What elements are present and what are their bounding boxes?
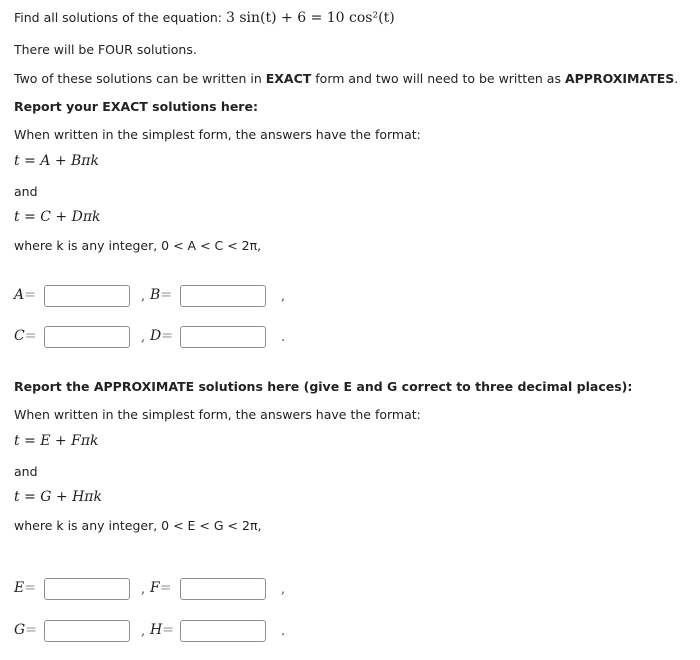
input-b[interactable] (180, 285, 266, 307)
separator-comma: , (281, 289, 286, 304)
label-a: A= (14, 287, 36, 303)
exact-and-text: and (14, 184, 38, 199)
approx-keyword: APPROXIMATES (564, 71, 675, 86)
label-f: F= (150, 580, 172, 596)
input-h[interactable] (180, 620, 266, 642)
equation: 3 sin(t) + 6 = 10 cos²(t) (226, 10, 395, 26)
question-header (14, 10, 395, 26)
exact-format-text: When written in the simplest form, the answers have the format: (14, 127, 421, 142)
label-e: E= (14, 580, 36, 596)
exact-keyword: EXACT (265, 71, 312, 86)
input-d[interactable] (180, 326, 266, 348)
input-g[interactable] (44, 620, 130, 642)
separator-period: . (281, 330, 286, 345)
approx-condition: where k is any integer, 0 < E < G < 2π, (14, 518, 262, 533)
exact-formula-2: t = C + Dπk (14, 209, 101, 225)
exact-approx-description: Two of these solutions can be written in EXACT form and two will need to be written as APPROXIMATES. (14, 71, 679, 86)
label-g: G= (14, 622, 37, 638)
separator-period: . (281, 624, 286, 639)
label-h: H= (150, 622, 174, 638)
label-c: C= (14, 328, 37, 344)
approx-and-text: and (14, 464, 38, 479)
approx-formula-2: t = G + Hπk (14, 489, 102, 505)
separator-comma: , (281, 582, 286, 597)
separator-comma: , (141, 582, 146, 597)
prompt-text: Find all solutions of the equation: (14, 10, 223, 25)
separator-comma: , (141, 289, 146, 304)
label-b: B= (150, 287, 173, 303)
input-c[interactable] (44, 326, 130, 348)
approx-section-title: Report the APPROXIMATE solutions here (give E and G correct to three decimal places): (14, 379, 633, 394)
separator-comma: , (141, 624, 146, 639)
solution-count-text: There will be FOUR solutions. (14, 42, 197, 57)
exact-section-title: Report your EXACT solutions here: (14, 99, 258, 114)
approx-format-text: When written in the simplest form, the answers have the format: (14, 407, 421, 422)
label-d: D= (150, 328, 173, 344)
input-f[interactable] (180, 578, 266, 600)
input-e[interactable] (44, 578, 130, 600)
input-a[interactable] (44, 285, 130, 307)
separator-comma: , (141, 330, 146, 345)
exact-condition: where k is any integer, 0 < A < C < 2π, (14, 238, 262, 253)
exact-formula-1: t = A + Bπk (14, 153, 99, 169)
approx-formula-1: t = E + Fπk (14, 433, 99, 449)
